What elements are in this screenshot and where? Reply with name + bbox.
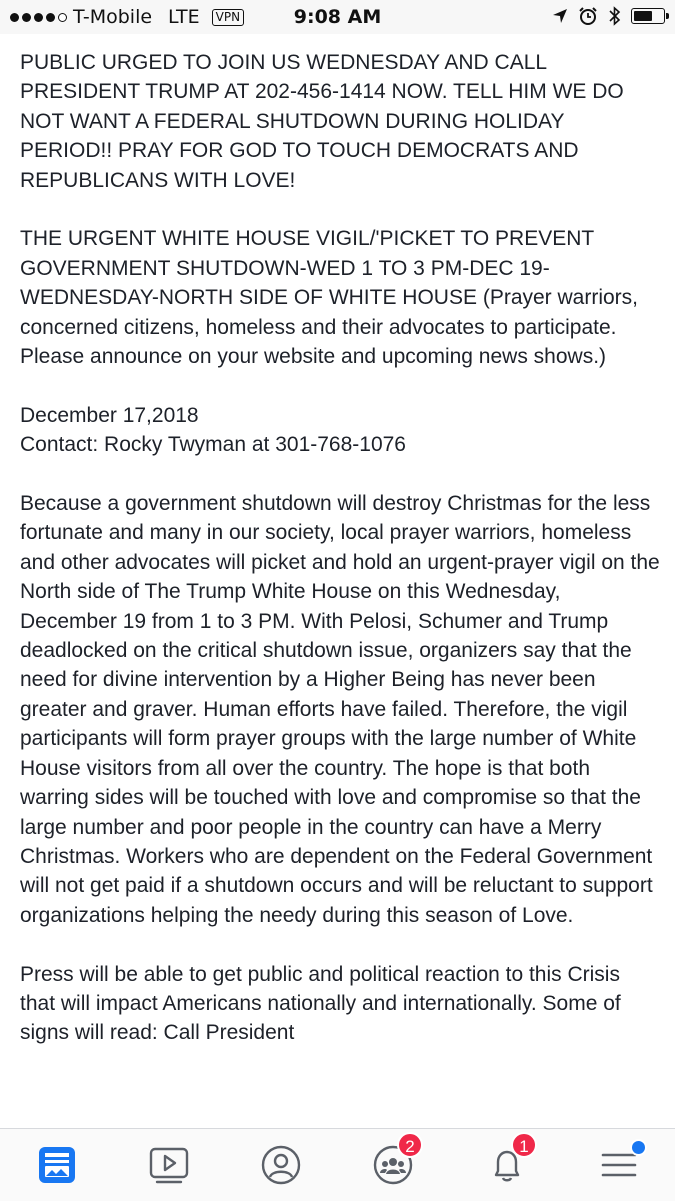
location-icon <box>552 8 568 24</box>
news-feed-icon <box>35 1143 79 1187</box>
bottom-tab-bar <box>0 1128 675 1201</box>
menu-indicator-dot <box>630 1139 647 1156</box>
tab-watch[interactable] <box>143 1139 195 1191</box>
profile-icon <box>259 1143 303 1187</box>
clock: 9:08 AM <box>293 6 382 28</box>
alarm-icon <box>578 6 598 26</box>
network-type: LTE <box>168 6 200 28</box>
groups-badge: 2 <box>397 1132 423 1158</box>
post-date: December 17,2018 <box>20 403 199 427</box>
tab-groups[interactable] <box>367 1139 419 1191</box>
post-body <box>20 48 660 1048</box>
status-right <box>552 6 665 26</box>
post-paragraph: Because a government shutdown will destroy Christmas for the less fortunate and many in our society, local prayer warriors, homeless and other advocates will picket and hold an urgent-prayer vigil on the North side of The Trump White House on this Wednesday, December 19 from 1 to 3 PM. With Pelosi, Schumer and Trump deadlocked on the critical shutdown issue, organizers say that the need for divine intervention by a Higher Being has never been greater and graver. Human efforts have failed. Therefore, the vigil participants will form prayer groups with the large number of White House visitors from all over the country. The hope is that both warring sides will be touched with love and compromise so that the large number and poor people in the country can have a Merry Christmas. Workers who are dependent on the Federal Government will not get paid if a shutdown occurs and will be reluctant to support organizations helping the needy during this season of Love. <box>20 492 660 927</box>
video-icon <box>147 1143 191 1187</box>
tab-profile[interactable] <box>255 1139 307 1191</box>
post-paragraph: PUBLIC URGED TO JOIN US WEDNESDAY AND CALL PRESIDENT TRUMP AT 202-456-1414 NOW. TELL HIM WE DO NOT WANT A FEDERAL SHUTDOWN DURING HOLIDAY PERIOD!! PRAY FOR GOD TO TOUCH DEMOCRATS AND REPUBLICANS WITH LOVE! <box>20 51 624 192</box>
status-bar <box>0 0 675 34</box>
post-paragraph: THE URGENT WHITE HOUSE VIGIL/'PICKET TO PREVENT GOVERNMENT SHUTDOWN-WED 1 TO 3 PM-DEC 19-WEDNESDAY-NORTH SIDE OF WHITE HOUSE (Prayer warriors, concerned citizens, homeless and their advocates to participate. Please announce on your website and upcoming news shows.) <box>20 227 639 369</box>
vpn-badge: VPN <box>212 9 244 26</box>
battery-icon <box>631 8 665 24</box>
post-contact: Contact: Rocky Twyman at 301-768-1076 <box>20 433 406 457</box>
tab-notifications[interactable] <box>481 1139 533 1191</box>
tab-menu[interactable] <box>593 1139 645 1191</box>
post-paragraph: Press will be able to get public and political reaction to this Crisis that will impact Americans nationally and internationally. Some of signs will read: Call President <box>20 962 621 1045</box>
bluetooth-icon <box>608 6 621 26</box>
notifications-badge: 1 <box>511 1132 537 1158</box>
carrier-name: T-Mobile <box>73 6 153 28</box>
tab-news-feed[interactable] <box>31 1139 83 1191</box>
